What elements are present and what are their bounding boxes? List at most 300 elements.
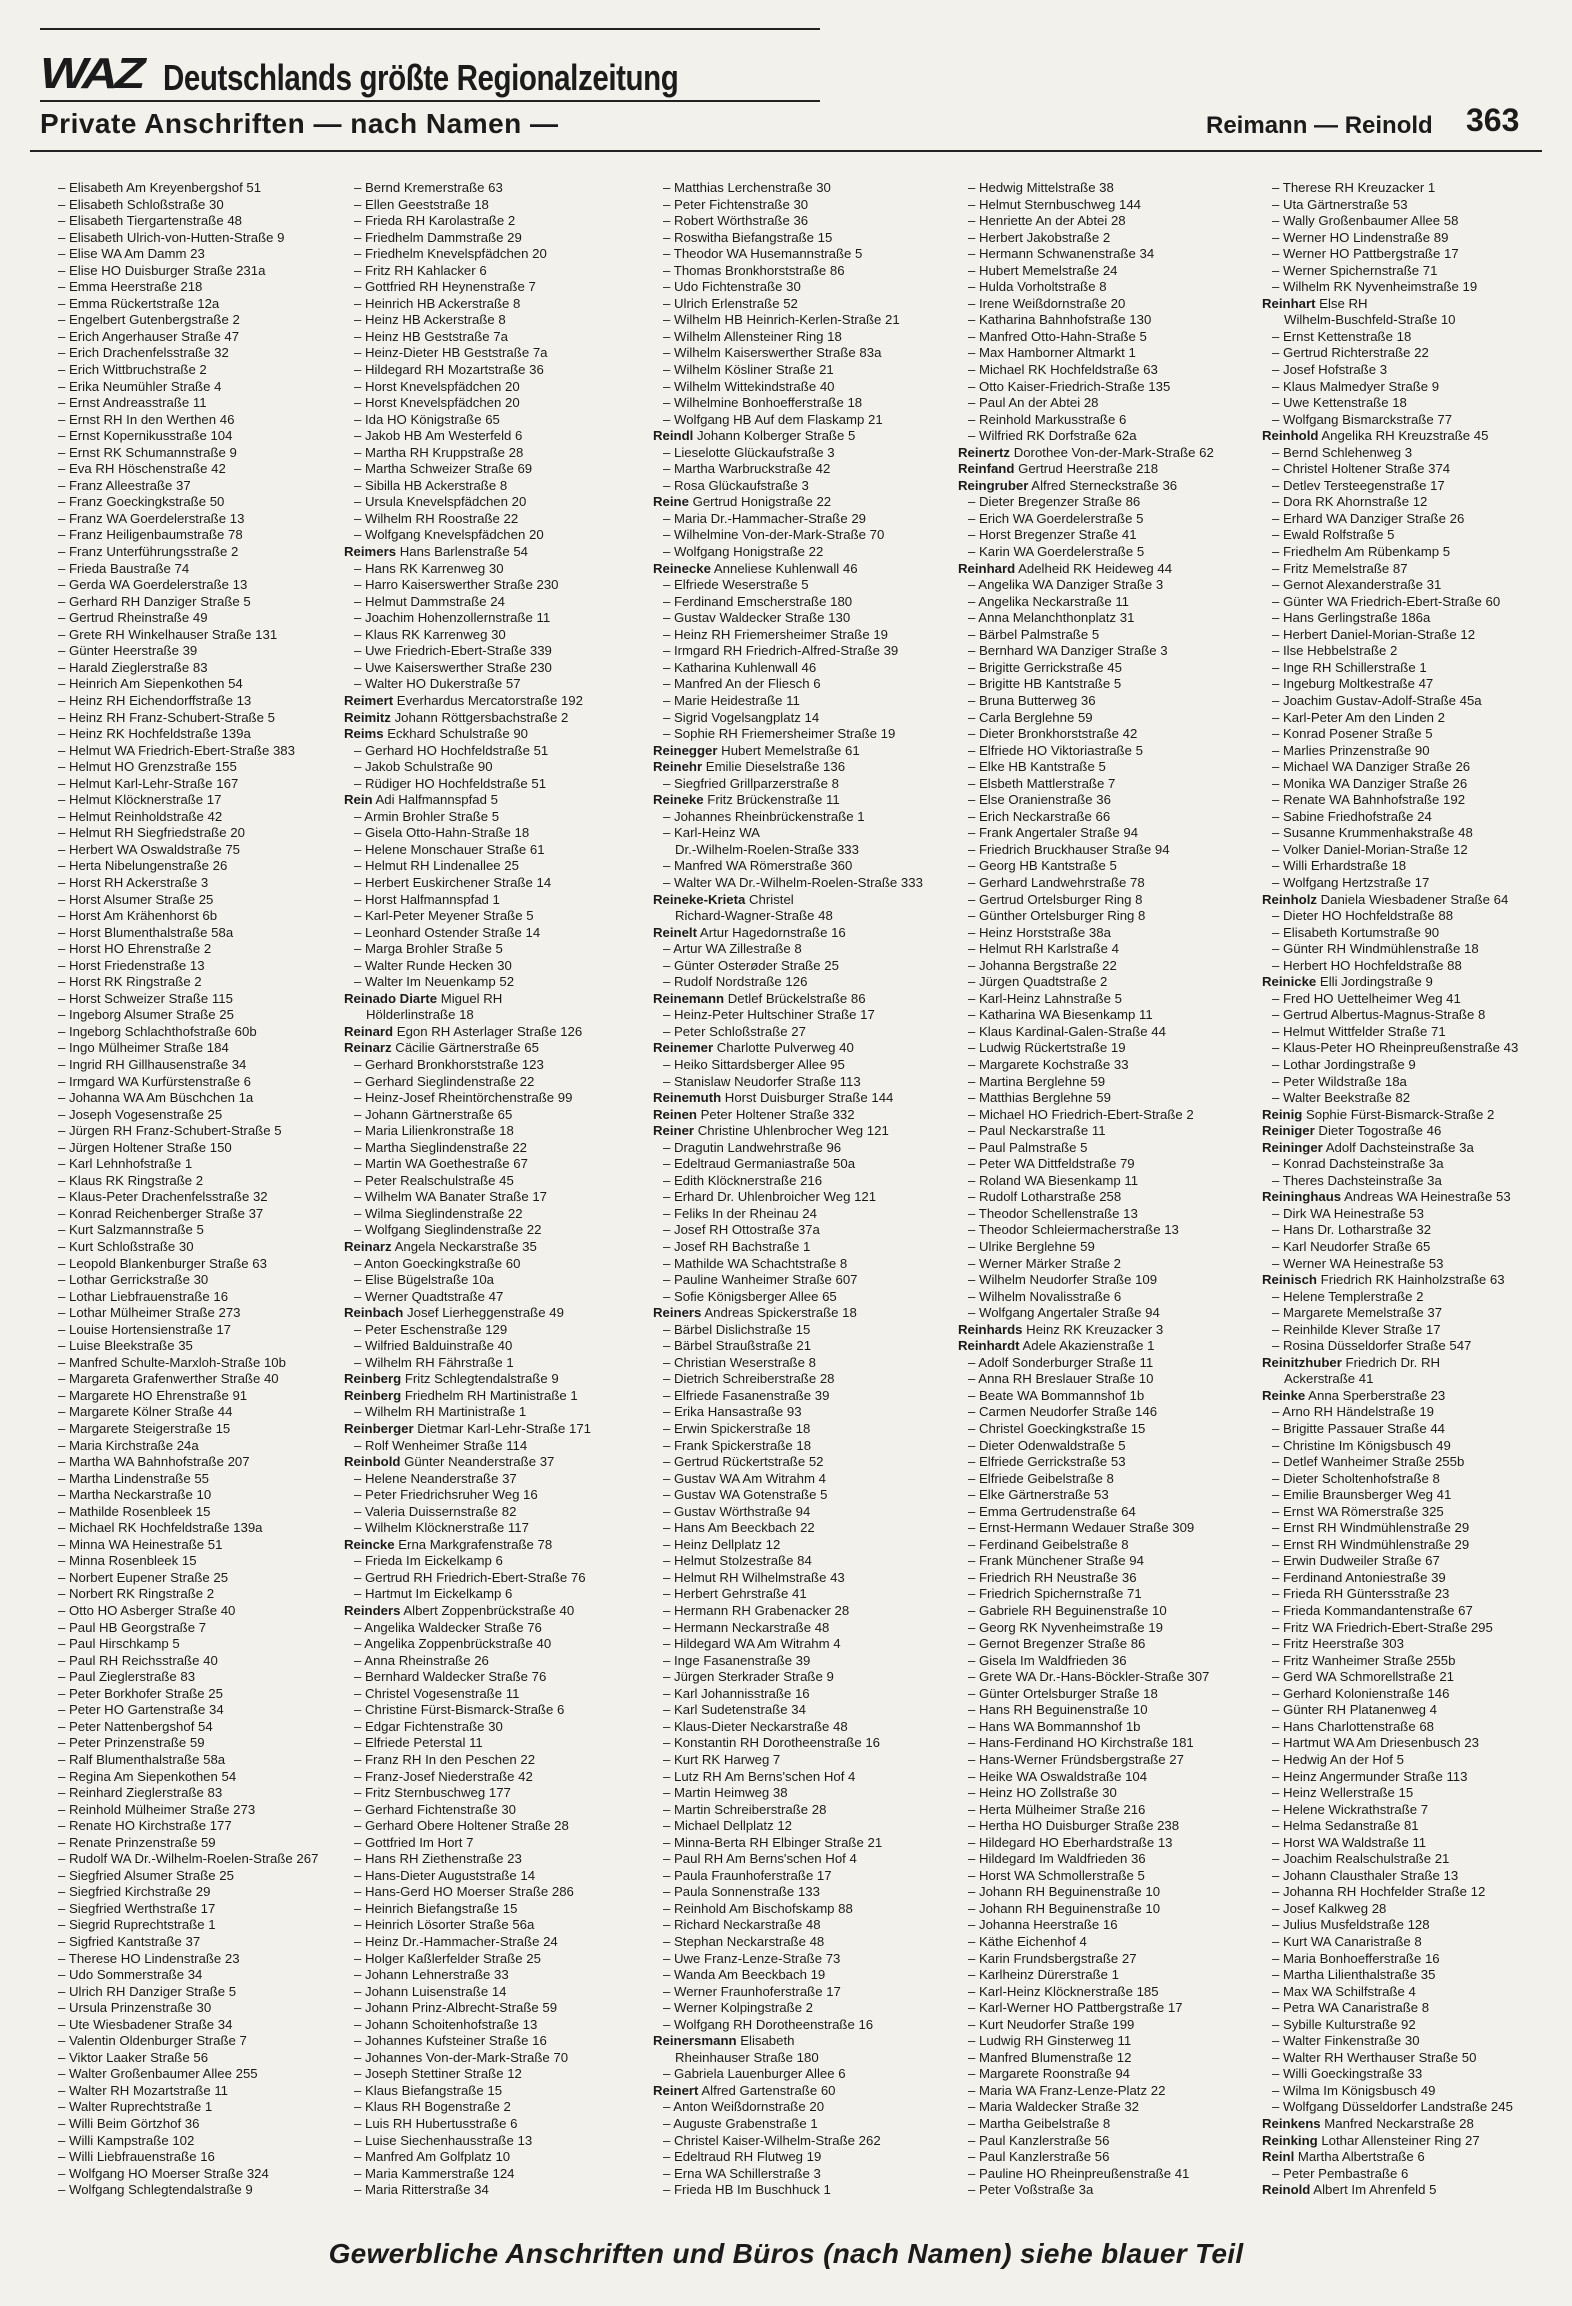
listing-entry: – Wolfgang RH Dorotheenstraße 16 xyxy=(663,2016,874,2032)
listing-entry: – Rudolf Nordstraße 126 xyxy=(663,974,808,990)
listing-entry: – Carmen Neudorfer Straße 146 xyxy=(968,1404,1158,1420)
listing-entry: – Hertha HO Duisburger Straße 238 xyxy=(968,1818,1180,1834)
listing-entry: – Maria Dr.-Hammacher-Straße 29 xyxy=(663,510,866,526)
listing-entry: – Werner HO Lindenstraße 89 xyxy=(1272,229,1449,245)
listing-entry: – Walter HO Dukerstraße 57 xyxy=(354,676,521,692)
listing-entry: – Hans RK Karrenweg 30 xyxy=(354,560,504,576)
listing-entry: – Siegfried Kirchstraße 29 xyxy=(58,1884,211,1900)
listing-entry: – Angelika Waldecker Straße 76 xyxy=(354,1619,542,1635)
listing-entry: – Georg RK Nyvenheimstraße 19 xyxy=(968,1619,1163,1635)
listing-entry: – Franz Heiligenbaumstraße 78 xyxy=(58,527,243,543)
listing-entry: – Ida HO Königstraße 65 xyxy=(354,411,500,427)
listing-entry: – Reinhilde Klever Straße 17 xyxy=(1272,1321,1441,1337)
listing-entry: – Ulrich RH Danziger Straße 5 xyxy=(58,1983,237,1999)
listing-entry: – Christine Im Königsbusch 49 xyxy=(1272,1437,1451,1453)
listing-entry: – Heinz HB Ackerstraße 8 xyxy=(354,312,506,328)
listing-entry: – Peter Wildstraße 18a xyxy=(1272,1073,1407,1089)
listing-entry: – Erich Wittbruchstraße 2 xyxy=(58,362,207,378)
listing-entry: – Walter Ruprechtstraße 1 xyxy=(58,2099,213,2115)
listing-entry: Reinemer Charlotte Pulverweg 40 xyxy=(653,1040,854,1056)
listing-entry: – Hildegard Im Waldfrieden 36 xyxy=(968,1851,1146,1867)
listing-entry: – Dragutin Landwehrstraße 96 xyxy=(663,1139,842,1155)
listing-entry: – Mathilde Rosenbleek 15 xyxy=(58,1503,211,1519)
listing-entry: – Wolfgang Düsseldorfer Landstraße 245 xyxy=(1272,2099,1513,2115)
listing-entry: – Johannes Rheinbrückenstraße 1 xyxy=(663,808,865,824)
listing-entry: – Herta Nibelungenstraße 26 xyxy=(58,858,228,874)
listing-entry: – Friedhelm Dammstraße 29 xyxy=(354,229,522,245)
listing-entry: – Frieda Im Eickelkamp 6 xyxy=(354,1553,503,1569)
listing-entry: – Martha Lindenstraße 55 xyxy=(58,1470,210,1486)
listing-entry: – Elfriede Geibelstraße 8 xyxy=(968,1470,1114,1486)
listing-entry: – Katharina Bahnhofstraße 130 xyxy=(968,312,1152,328)
listing-entry: – Willi Erhardstraße 18 xyxy=(1272,858,1407,874)
listing-entry: – Harro Kaiserswerther Straße 230 xyxy=(354,577,559,593)
listing-entry: Reinhardt Adele Akazienstraße 1 xyxy=(958,1338,1155,1354)
listing-entry: – Peter Friedrichsruher Weg 16 xyxy=(354,1487,538,1503)
listing-entry: – Lothar Mülheimer Straße 273 xyxy=(58,1305,241,1321)
listing-entry: – Lothar Gerrickstraße 30 xyxy=(58,1272,209,1288)
listing-entry: – Friedrich Bruckhauser Straße 94 xyxy=(968,841,1170,857)
listing-entry: – Michael Dellplatz 12 xyxy=(663,1818,793,1834)
listing-entry: – Pauline HO Rheinpreußenstraße 41 xyxy=(968,2165,1190,2181)
listing-entry: – Werner Quadtstraße 47 xyxy=(354,1288,504,1304)
listing-entry: – Günter Ortelsburger Straße 18 xyxy=(968,1685,1158,1701)
listing-entry: – Otto Kaiser-Friedrich-Straße 135 xyxy=(968,378,1171,394)
listing-entry: – Margareta Grafenwerther Straße 40 xyxy=(58,1371,279,1387)
listing-entry: – Werner WA Heinestraße 53 xyxy=(1272,1255,1444,1271)
listing-entry: – Sigfried Kantstraße 37 xyxy=(58,1933,201,1949)
listing-entry: – Renate Prinzenstraße 59 xyxy=(58,1834,216,1850)
listing-entry: – Renate HO Kirchstraße 177 xyxy=(58,1818,232,1834)
listing-entry: – Erich WA Goerdelerstraße 5 xyxy=(968,510,1144,526)
listing-entry: – Matthias Lerchenstraße 30 xyxy=(663,180,831,195)
listing-entry: – Hermann RH Grabenacker 28 xyxy=(663,1603,850,1619)
listing-entry: – Maria Waldecker Straße 32 xyxy=(968,2099,1140,2115)
listing-entry: – Siegrid Ruprechtstraße 1 xyxy=(58,1917,216,1933)
listing-entry: – Emilie Braunsberger Weg 41 xyxy=(1272,1487,1452,1503)
listing-entry: – Johann Schoitenhofstraße 13 xyxy=(354,2016,538,2032)
listing-entry: – Gerhard Fichtenstraße 30 xyxy=(354,1801,516,1817)
listing-entry: – Karl-Peter Meyener Straße 5 xyxy=(354,908,534,924)
listing-entry: – Helmut Stolzestraße 84 xyxy=(663,1553,812,1569)
listing-entry: – Siegfried Werthstraße 17 xyxy=(58,1900,216,1916)
listing-entry: – Jakob HB Am Westerfeld 6 xyxy=(354,428,523,444)
listing-entry: – Fritz Wanheimer Straße 255b xyxy=(1272,1652,1456,1668)
listing-entry: – Beate WA Bommannshof 1b xyxy=(968,1387,1145,1403)
listing-entry: – Horst WA Waldstraße 11 xyxy=(1272,1834,1427,1850)
tagline: Deutschlands größte Regionalzeitung xyxy=(162,57,679,98)
listing-entry: – Gottfried RH Heynenstraße 7 xyxy=(354,279,536,295)
listing-entry: – Hildegard RH Mozartstraße 36 xyxy=(354,362,544,378)
listing-entry: – Margarete Roonstraße 94 xyxy=(968,2066,1130,2082)
listing-entry: – Frieda RH Güntersstraße 23 xyxy=(1272,1586,1450,1602)
listing-entry: – Joachim Realschulstraße 21 xyxy=(1272,1851,1450,1867)
listing-entry: – Heiko Sittardsberger Allee 95 xyxy=(663,1056,845,1072)
listing-entry: – Willi Kampstraße 102 xyxy=(58,2132,195,2148)
listing-entry: – Horst WA Schmollerstraße 5 xyxy=(968,1867,1145,1883)
listing-entry: – Heinz-Dieter HB Geststraße 7a xyxy=(354,345,548,361)
listing-entry: – Elisabeth Am Kreyenbergshof 51 xyxy=(58,180,262,195)
listing-entry: – Konrad Dachsteinstraße 3a xyxy=(1272,1156,1444,1172)
listing-entry: – Kurt WA Canaristraße 8 xyxy=(1272,1933,1422,1949)
listing-entry: – Monika WA Danziger Straße 26 xyxy=(1272,775,1468,791)
listing-entry: – Maria Kammerstraße 124 xyxy=(354,2165,515,2181)
listing-entry: – Walter Finkenstraße 30 xyxy=(1272,2033,1420,2049)
listing-entry: – Brigitte HB Kantstraße 5 xyxy=(968,676,1122,692)
listing-entry: – Helmut RH Wilhelmstraße 43 xyxy=(663,1569,845,1585)
listing-entry: – Georg HB Kantstraße 5 xyxy=(968,858,1117,874)
listing-entry: Reinhard Adelheid RK Heideweg 44 xyxy=(958,560,1173,576)
listing-entry: – Karl-Heinz WA xyxy=(663,825,760,841)
listing-entry: Reinig Sophie Fürst-Bismarck-Straße 2 xyxy=(1262,1106,1495,1122)
listing-entry: – Fritz Memelstraße 87 xyxy=(1272,560,1408,576)
listing-entry: – Wanda Am Beeckbach 19 xyxy=(663,1967,826,1983)
listing-entry: – Klaus Kardinal-Galen-Straße 44 xyxy=(968,1023,1166,1039)
listing-entry: – Paul Hirschkamp 5 xyxy=(58,1636,180,1652)
listing-entry: – Günter RH Platanenweg 4 xyxy=(1272,1702,1437,1718)
listing-entry: – Karin WA Goerdelerstraße 5 xyxy=(968,544,1145,560)
listing-entry: – Manfred WA Römerstraße 360 xyxy=(663,858,853,874)
listing-entry: – Elisabeth Schloßstraße 30 xyxy=(58,196,224,212)
listing-entry: – Johann Prinz-Albrecht-Straße 59 xyxy=(354,2000,558,2016)
listing-entry: – Elfriede Weserstraße 5 xyxy=(663,577,809,593)
listing-entry: – Gustav WA Am Witrahm 4 xyxy=(663,1470,826,1486)
listing-entry: – Hartmut Im Eickelkamp 6 xyxy=(354,1586,513,1602)
listing-entry: – Jakob Schulstraße 90 xyxy=(354,759,493,775)
listing-entry: – Edeltraud RH Flutweg 19 xyxy=(663,2149,822,2165)
listing-entry: – Gisela Otto-Hahn-Straße 18 xyxy=(354,825,530,841)
listing-entry: Hölderlinstraße 18 xyxy=(366,1007,474,1023)
listing-entry: – Martha Lilienthalstraße 35 xyxy=(1272,1967,1436,1983)
listing-entry: – Rudolf WA Dr.-Wilhelm-Roelen-Straße 267 xyxy=(58,1851,319,1867)
listing-entry: – Gertrud Richterstraße 22 xyxy=(1272,345,1429,361)
listing-entry: – Christel Kaiser-Wilhelm-Straße 262 xyxy=(663,2132,881,2148)
listing-entry: Reiner Christine Uhlenbrocher Weg 121 xyxy=(653,1123,889,1139)
header-rule xyxy=(30,150,1542,152)
listing-entry: – Günter RH Windmühlenstraße 18 xyxy=(1272,941,1479,957)
listing-entry: – Helmut Karl-Lehr-Straße 167 xyxy=(58,775,239,791)
listing-entry: – Ingeburg Moltkestraße 47 xyxy=(1272,676,1434,692)
listing-entry: – Horst Am Krähenhorst 6b xyxy=(58,908,218,924)
listing-entry: Reininghaus Andreas WA Heinestraße 53 xyxy=(1262,1189,1511,1205)
listing-entry: – Horst Blumenthalstraße 58a xyxy=(58,924,234,940)
listing-entry: – Hans-Werner Fründsbergstraße 27 xyxy=(968,1751,1184,1767)
listing-entry: Reinkens Manfred Neckarstraße 28 xyxy=(1262,2115,1474,2131)
listing-entry: – Ulrich Erlenstraße 52 xyxy=(663,295,798,311)
listing-entry: Dr.-Wilhelm-Roelen-Straße 333 xyxy=(675,841,859,857)
listing-entry: – Maria WA Franz-Lenze-Platz 22 xyxy=(968,2082,1166,2098)
listing-entry: – Rosina Düsseldorfer Straße 547 xyxy=(1272,1338,1472,1354)
listing-entry: – Minna WA Heinestraße 51 xyxy=(58,1536,223,1552)
listing-entry: – Christel Goeckingkstraße 15 xyxy=(968,1421,1146,1437)
listing-entry: – Ferdinand Geibelstraße 8 xyxy=(968,1536,1129,1552)
listing-entry: – Frank Angertaler Straße 94 xyxy=(968,825,1139,841)
listing-entry: – Karl-Werner HO Pattbergstraße 17 xyxy=(968,2000,1183,2016)
listing-entry: – Helene Templerstraße 2 xyxy=(1272,1288,1424,1304)
listing-entry: – Helene Wickrathstraße 7 xyxy=(1272,1801,1429,1817)
listing-entry: – Adolf Sonderburger Straße 11 xyxy=(968,1354,1154,1370)
listing-entry: – Manfred Otto-Hahn-Straße 5 xyxy=(968,328,1147,344)
listing-entry: – Heinz RH Eichendorffstraße 13 xyxy=(58,692,252,708)
listing-entry: – Detlev Tersteegenstraße 17 xyxy=(1272,477,1445,493)
listing-entry: – Martha Sieglindenstraße 22 xyxy=(354,1139,528,1155)
listing-entry: – Konrad Reichenberger Straße 37 xyxy=(58,1205,264,1221)
listing-entry: – Edith Klöcknerstraße 216 xyxy=(663,1172,823,1188)
listing-entry: – Heinz RH Friemersheimer Straße 19 xyxy=(663,626,888,642)
listing-entry: – Martha Neckarstraße 10 xyxy=(58,1487,212,1503)
listing-entry: – Martha Geibelstraße 8 xyxy=(968,2115,1111,2131)
listing-entry: – Wolfgang Bismarckstraße 77 xyxy=(1272,411,1453,427)
listing-entry: Reinado Diarte Miguel RH xyxy=(344,990,503,1006)
listing-entry: – Heinz HO Zollstraße 30 xyxy=(968,1785,1117,1801)
listing-entry: – Wolfgang Knevelspfädchen 20 xyxy=(354,527,544,543)
listing-entry: – Otto HO Asberger Straße 40 xyxy=(58,1603,236,1619)
listing-entry: – Gabriele RH Beguinenstraße 10 xyxy=(968,1603,1167,1619)
listing-entry: – Wolfgang HB Auf dem Flaskamp 21 xyxy=(663,411,883,427)
listing-entry: – Ernst RH Windmühlenstraße 29 xyxy=(1272,1536,1470,1552)
listing-entry: – Elfriede Peterstal 11 xyxy=(354,1735,483,1751)
listing-entry: – Sophie RH Friemersheimer Straße 19 xyxy=(663,726,896,742)
listing-entry: – Herbert Euskirchener Straße 14 xyxy=(354,874,552,890)
listing-entry: Reininger Adolf Dachsteinstraße 3a xyxy=(1262,1139,1474,1155)
listing-entry: – Uwe Kettenstraße 18 xyxy=(1272,395,1407,411)
listing-entry: – Bruna Butterweg 36 xyxy=(968,692,1096,708)
listing-entry: – Ewald Rolfstraße 5 xyxy=(1272,527,1395,543)
listing-entry: – Rudolf Lotharstraße 258 xyxy=(968,1189,1122,1205)
listing-entry: – Hedwig Mittelstraße 38 xyxy=(968,180,1114,195)
listing-entry: – Uwe Franz-Lenze-Straße 73 xyxy=(663,1950,841,1966)
listing-entry: – Dieter Bronkhorststraße 42 xyxy=(968,726,1138,742)
listing-entry: Reims Eckhard Schulstraße 90 xyxy=(344,726,528,742)
listing-entry: – Werner HO Pattbergstraße 17 xyxy=(1272,246,1459,262)
listing-entry: – Werner Spichernstraße 71 xyxy=(1272,262,1438,278)
listing-entry: – Max Hamborner Altmarkt 1 xyxy=(968,345,1136,361)
listing-entry: Reinemann Detlef Brückelstraße 86 xyxy=(653,990,866,1006)
listing-entry: – Arno RH Händelstraße 19 xyxy=(1272,1404,1434,1420)
listing-entry: – Bärbel Dislichstraße 15 xyxy=(663,1321,811,1337)
listing-entry: – Elsbeth Mattlerstraße 7 xyxy=(968,775,1116,791)
listing-entry: – Heinz Wellerstraße 15 xyxy=(1272,1785,1414,1801)
listing-entry: – Friedhelm Knevelspfädchen 20 xyxy=(354,246,547,262)
listing-entry: – Else Oranienstraße 36 xyxy=(968,792,1111,808)
listing-entry: – Helma Sedanstraße 81 xyxy=(1272,1818,1419,1834)
listing-entry xyxy=(958,2199,1250,2200)
listing-entry: Rheinhauser Straße 180 xyxy=(675,2049,819,2065)
listing-entry: – Uta Gärtnerstraße 53 xyxy=(1272,196,1408,212)
listing-entry: Reinemuth Horst Duisburger Straße 144 xyxy=(653,1090,894,1106)
listing-entry: – Peter Prinzenstraße 59 xyxy=(58,1735,205,1751)
listing-entry: – Kurt Schloßstraße 30 xyxy=(58,1239,194,1254)
listing-entry: – Ursula Prinzenstraße 30 xyxy=(58,2000,212,2016)
listing-entry: – Dieter Scholtenhofstraße 8 xyxy=(1272,1470,1440,1486)
listing-entry: – Manfred Blumenstraße 12 xyxy=(968,2049,1132,2065)
listing-entry: – Anna RH Breslauer Straße 10 xyxy=(968,1371,1154,1387)
listing-entry: – Karlheinz Dürerstraße 1 xyxy=(968,1967,1119,1983)
listing-entry: – Christine Fürst-Bismarck-Straße 6 xyxy=(354,1702,565,1718)
listing-entry: – Inge RH Schillerstraße 1 xyxy=(1272,659,1427,675)
listing-entry: – Irmgard WA Kurfürstenstraße 6 xyxy=(58,1073,251,1089)
listing-entry: Reineke-Krieta Christel xyxy=(653,891,794,907)
listing-entry: – Elisabeth Ulrich-von-Hutten-Straße 9 xyxy=(58,229,285,245)
listing-entry: – Angelika Zoppenbrückstraße 40 xyxy=(354,1636,552,1652)
listing-entry: – Heinrich Biefangstraße 15 xyxy=(354,1900,518,1916)
listing-entry: – Gustav WA Gotenstraße 5 xyxy=(663,1487,828,1503)
listing-entry: – Frieda Kommandantenstraße 67 xyxy=(1272,1603,1473,1619)
listing-entry: – Valentin Oldenburger Straße 7 xyxy=(58,2033,247,2049)
listing-entry: – Wolfgang Hertzstraße 17 xyxy=(1272,874,1430,890)
listing-entry: – Willi Goeckingstraße 33 xyxy=(1272,2066,1423,2082)
listing-entry: – Karl Neudorfer Straße 65 xyxy=(1272,1239,1431,1254)
listing-entry: – Anton Weißdornstraße 20 xyxy=(663,2099,825,2115)
listing-entry: – Bernd Schlehenweg 3 xyxy=(1272,444,1413,460)
listing-entry: – Helmut RH Karlstraße 4 xyxy=(968,941,1119,957)
listing-entry: Reineke Fritz Brückenstraße 11 xyxy=(653,792,840,808)
listing-entry: – Dieter HO Hochfeldstraße 88 xyxy=(1272,908,1454,924)
listing-entry: – Ulrike Berglehne 59 xyxy=(968,1239,1095,1254)
listing-entry: – Udo Fichtenstraße 30 xyxy=(663,279,801,295)
listing-entry: – Margarete Kochstraße 33 xyxy=(968,1056,1129,1072)
listing-entry: – Ernst-Hermann Wedauer Straße 309 xyxy=(968,1520,1195,1536)
waz-logo: WAZ xyxy=(40,49,143,98)
listing-entry: – Gerda WA Goerdelerstraße 13 xyxy=(58,577,248,593)
listing-entry: – Gerhard Obere Holtener Straße 28 xyxy=(354,1818,569,1834)
listing-entry: Reimitz Johann Röttgersbachstraße 2 xyxy=(344,709,569,725)
listing-entry: – Ursula Knevelspfädchen 20 xyxy=(354,494,527,510)
listing-entry: – Max WA Schilfstraße 4 xyxy=(1272,1983,1416,1999)
listing-entry: Reiners Andreas Spickerstraße 18 xyxy=(653,1305,857,1321)
listing-entry: – Christian Weserstraße 8 xyxy=(663,1354,816,1370)
listing-entry: – Emma Gertrudenstraße 64 xyxy=(968,1503,1136,1519)
listing-entry: Reinertz Dorothee Von-der-Mark-Straße 62 xyxy=(958,444,1214,460)
section-title: Private Anschriften — nach Namen — xyxy=(40,108,559,139)
listing-entry: – Sabine Friedhofstraße 24 xyxy=(1272,808,1432,824)
listing-entry: – Helmut Dammstraße 24 xyxy=(354,593,505,609)
listing-entry: Reinfand Gertrud Heerstraße 218 xyxy=(958,461,1159,477)
listing-entry: – Josef Hofstraße 3 xyxy=(1272,362,1388,378)
listing-entry: Reinehr Emilie Dieselstraße 136 xyxy=(653,759,846,775)
listing-entry: – Klaus RH Bogenstraße 2 xyxy=(354,2099,511,2115)
listing-entry: – Ralf Blumenthalstraße 58a xyxy=(58,1751,226,1767)
listing-entry xyxy=(48,2199,340,2200)
listing-entry: Reincke Erna Markgrafenstraße 78 xyxy=(344,1536,553,1552)
listing-entry: – Ludwig RH Ginsterweg 11 xyxy=(968,2033,1132,2049)
listing-entry: – Lutz RH Am Berns'schen Hof 4 xyxy=(663,1768,856,1784)
listing-entry: – Günther Ortelsburger Ring 8 xyxy=(968,908,1146,924)
listing-entry: – Elke Gärtnerstraße 53 xyxy=(968,1487,1109,1503)
listing-entry: – Hulda Vorholtstraße 8 xyxy=(968,279,1107,295)
listing-entry: – Werner Fraunhoferstraße 17 xyxy=(663,1983,841,1999)
listing-entry: – Joachim Hohenzollernstraße 11 xyxy=(354,610,551,626)
listing-entry: – Karl-Heinz Lahnstraße 5 xyxy=(968,990,1122,1006)
listing-entry: – Minna Rosenbleek 15 xyxy=(58,1553,197,1569)
listing-entry: – Heinz RH Franz-Schubert-Straße 5 xyxy=(58,709,275,725)
listing-entry: – Dieter Bregenzer Straße 86 xyxy=(968,494,1141,510)
listing-entry: – Paul Zieglerstraße 83 xyxy=(58,1669,196,1685)
listing-entry: – Petra WA Canaristraße 8 xyxy=(1272,2000,1430,2016)
listing-entry: Reinitzhuber Friedrich Dr. RH xyxy=(1262,1354,1441,1370)
listing-entry: – Franz WA Goerdelerstraße 13 xyxy=(58,510,245,526)
listing-entry: – Anton Goeckingkstraße 60 xyxy=(354,1255,521,1271)
listing-entry: – Walter WA Dr.-Wilhelm-Roelen-Straße 333 xyxy=(663,874,923,890)
listing-entry: – Johanna WA Am Büschchen 1a xyxy=(58,1090,254,1106)
listing-entry: – Wilhelmine Bonhoefferstraße 18 xyxy=(663,395,863,411)
listing-entry: – Gertrud Ortelsburger Ring 8 xyxy=(968,891,1143,907)
listing-entry: – Ernst Kettenstraße 18 xyxy=(1272,328,1412,344)
listing-entry: – Fritz RH Kahlacker 6 xyxy=(354,262,487,278)
listing-entry: – Minna-Berta RH Elbinger Straße 21 xyxy=(663,1834,883,1850)
listing-entry: – Klaus RK Ringstraße 2 xyxy=(58,1172,204,1188)
listing-entry: Reinders Albert Zoppenbrückstraße 40 xyxy=(344,1603,575,1619)
listing-entry: – Johann RH Beguinenstraße 10 xyxy=(968,1900,1161,1916)
listing-entry: – Katharina Kuhlenwall 46 xyxy=(663,659,817,675)
listing-entry: Reinberg Friedhelm RH Martinistraße 1 xyxy=(344,1387,578,1403)
listing-entry: – Emma Rückertstraße 12a xyxy=(58,295,220,311)
listing-entry: – Renate WA Bahnhofstraße 192 xyxy=(1272,792,1466,808)
listing-entry: – Gabriela Lauenburger Allee 6 xyxy=(663,2066,846,2082)
listing-entry: – Wilhelmine Von-der-Mark-Straße 70 xyxy=(663,527,885,543)
listing-entry: – Heike WA Oswaldstraße 104 xyxy=(968,1768,1148,1784)
listing-entry: – Gerhard Landwehrstraße 78 xyxy=(968,874,1145,890)
listing-entry: – Ernst WA Römerstraße 325 xyxy=(1272,1503,1444,1519)
listing-entry: – Helmut Wittfelder Straße 71 xyxy=(1272,1023,1446,1039)
listing-entry: – Wilma Im Königsbusch 49 xyxy=(1272,2082,1436,2098)
listing-entry: – Hans-Ferdinand HO Kirchstraße 181 xyxy=(968,1735,1194,1751)
listing-entry: – Manfred An der Fliesch 6 xyxy=(663,676,821,692)
listing-entry: – Heinz Dr.-Hammacher-Straße 24 xyxy=(354,1933,558,1949)
listing-entry: – Sigrid Vogelsangplatz 14 xyxy=(663,709,820,725)
listing-entry: – Karl Sudetenstraße 34 xyxy=(663,1702,806,1718)
listing-entry: – Manfred Am Golfplatz 10 xyxy=(354,2149,511,2165)
listing-entry: – Theodor Schleiermacherstraße 13 xyxy=(968,1222,1179,1238)
listing-entry: – Maria Lilienkronstraße 18 xyxy=(354,1123,514,1139)
listing-entry: Reimert Everhardus Mercatorstraße 192 xyxy=(344,692,583,708)
listing-entry: – Jürgen Sterkrader Straße 9 xyxy=(663,1669,834,1685)
listing-entry: – Henriette An der Abtei 28 xyxy=(968,213,1126,229)
listing-entry: – Horst Schweizer Straße 115 xyxy=(58,990,233,1006)
listing-entry: – Reinhold Am Bischofskamp 88 xyxy=(663,1900,853,1916)
listing-entry: – Walter Im Neuenkamp 52 xyxy=(354,974,515,990)
listing-entry: – Reinhold Mülheimer Straße 273 xyxy=(58,1801,256,1817)
listing-entry: – Emma Heerstraße 218 xyxy=(58,279,203,295)
listing-entry: – Wilma Sieglindenstraße 22 xyxy=(354,1205,523,1221)
listing-entry: – Josef RH Bachstraße 1 xyxy=(663,1239,811,1254)
listing-entry: – Elfriede Gerrickstraße 53 xyxy=(968,1454,1126,1470)
listing-entry: – Margarete Steigerstraße 15 xyxy=(58,1421,231,1437)
listing-entry: – Brigitte Gerrickstraße 45 xyxy=(968,659,1122,675)
listing-entry: – Dietrich Schreiberstraße 28 xyxy=(663,1371,835,1387)
listing-entry: – Ernst Andreasstraße 11 xyxy=(58,395,207,411)
listing-entry: Reinisch Friedrich RK Hainholzstraße 63 xyxy=(1262,1272,1505,1288)
listing-entry: – Thomas Bronkhorststraße 86 xyxy=(663,262,845,278)
listing-entry: – Peter Pembastraße 6 xyxy=(1272,2165,1409,2181)
listing-entry: – Jürgen RH Franz-Schubert-Straße 5 xyxy=(58,1123,282,1139)
listing-entry: Reinecke Anneliese Kuhlenwall 46 xyxy=(653,560,858,576)
listing-entry: – Norbert RK Ringstraße 2 xyxy=(58,1586,215,1602)
listing-entry: – Peter Nattenbergshof 54 xyxy=(58,1718,213,1734)
column-4 xyxy=(958,180,1250,2200)
listing-entry: – Walter RH Werthauser Straße 50 xyxy=(1272,2049,1477,2065)
listing-entry: – Martin Schreiberstraße 28 xyxy=(663,1801,827,1817)
masthead-rule xyxy=(40,100,820,102)
listing-entry: – Wilhelm RK Nyvenheimstraße 19 xyxy=(1272,279,1478,295)
listing-entry: – Ernst RH In den Werthen 46 xyxy=(58,411,235,427)
listing-entry: – Martin Heimweg 38 xyxy=(663,1785,788,1801)
listing-entry: – Ludwig Rückertstraße 19 xyxy=(968,1040,1126,1056)
listing-entry: – Wilhelm Kaiserswerther Straße 83a xyxy=(663,345,882,361)
listing-entry: – Lieselotte Glückaufstraße 3 xyxy=(663,444,835,460)
listing-entry: Reingruber Alfred Sterneckstraße 36 xyxy=(958,477,1178,493)
listing-entry: – Horst Friedenstraße 13 xyxy=(58,957,205,973)
